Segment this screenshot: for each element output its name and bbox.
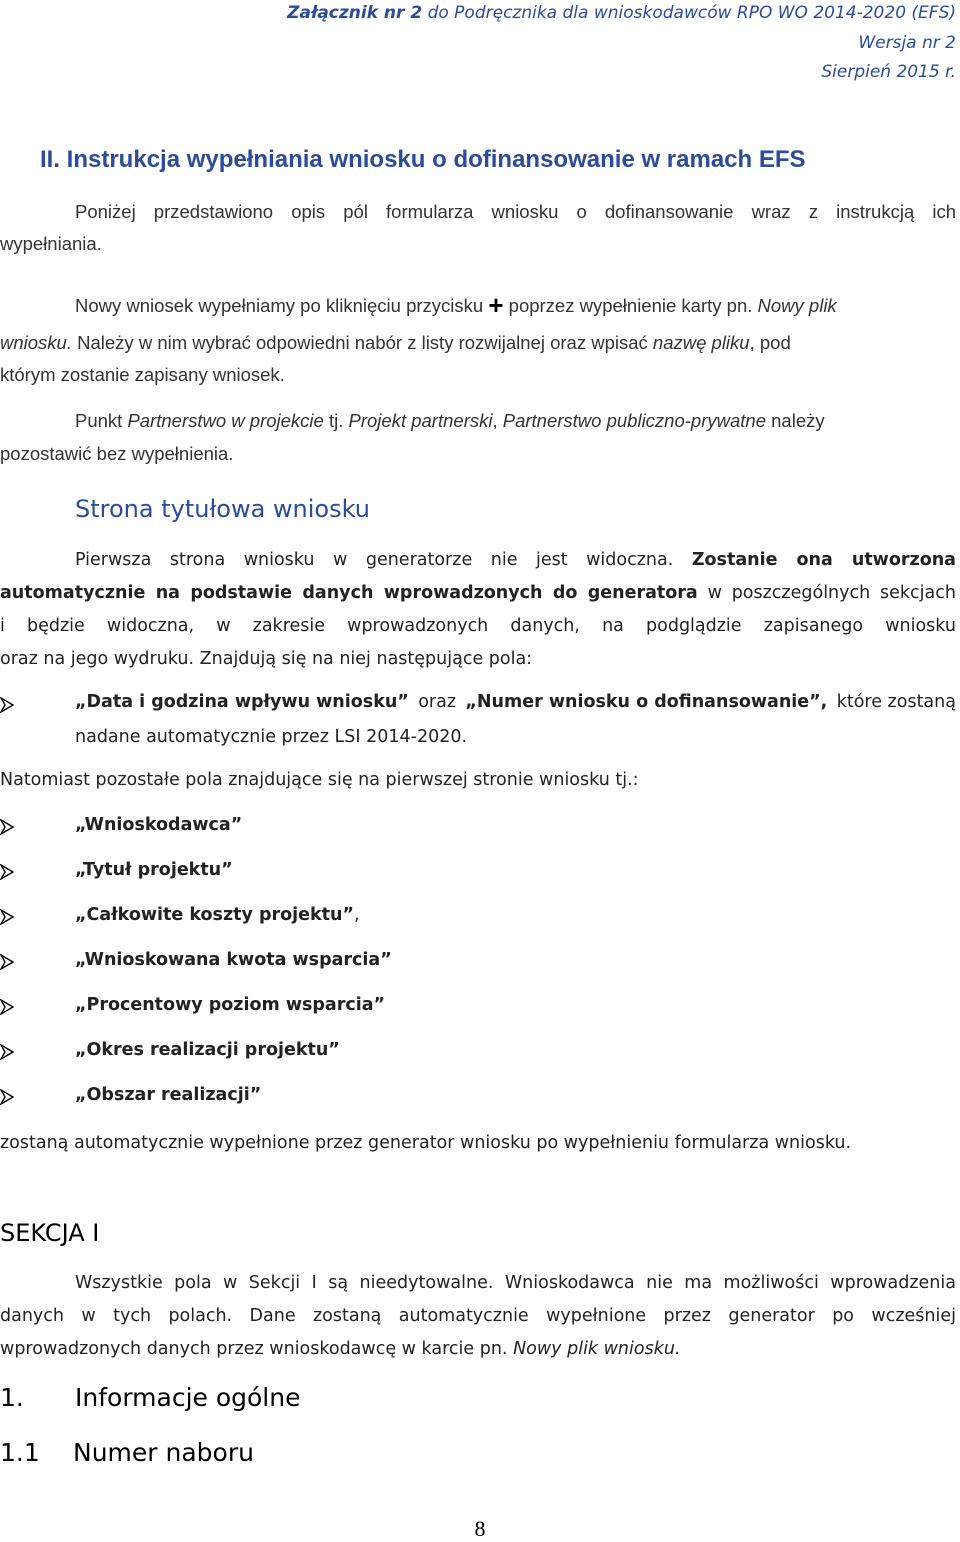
list-item: „Wnioskowana kwota wsparcia” [75,950,392,970]
punkt-line-2: pozostawić bez wypełnienia. [0,443,234,464]
heading-numer-naboru: 1.1 Numer naboru [0,1438,254,1467]
list-item: „Okres realizacji projektu” [75,1040,340,1060]
header-version: Wersja nr 2 [858,33,956,53]
bullet-arrow-icon [0,1089,14,1105]
sekcja-line-3: wprowadzonych danych przez wnioskodawcę w karcie pn. Nowy plik wniosku. [0,1339,681,1359]
sekcja-line-2: danych w tych polach. Dane zostaną automatycznie wypełnione przez generator po wcześniej [0,1306,956,1326]
nowy-line-3: którym zostanie zapisany wniosek. [0,364,285,385]
section-heading: II. Instrukcja wypełniania wniosku o dofinansowanie w ramach EFS [40,146,806,173]
list-item: „Obszar realizacji” [75,1085,262,1105]
intro-line-2: wypełniania. [0,233,102,254]
sekcja-heading: SEKCJA I [0,1219,100,1247]
bullet-first-line-1: „Data i godzina wpływu wniosku” oraz „Numer wniosku o dofinansowanie”, które zostaną [75,692,956,712]
list-item: „Procentowy poziom wsparcia” [75,995,386,1015]
list-item: „Wnioskodawca” [75,815,243,835]
intro-line-1: Poniżej przedstawiono opis pól formularza wniosku o dofinansowanie wraz z instrukcją ich [75,201,956,222]
plus-icon: + [488,290,504,320]
strona-line-2: automatycznie na podstawie danych wprowadzonych do generatora w poszczególnych sekcjach [0,583,956,603]
bullet-arrow-icon [0,697,14,713]
strona-line-3: i będzie widoczna, w zakresie wprowadzonych danych, na podglądzie zapisanego wniosku [0,616,956,636]
list-item: „Całkowite koszty projektu”, [75,905,360,925]
bullet-first-line-2: nadane automatycznie przez LSI 2014-2020. [75,727,468,747]
strona-title: Strona tytułowa wniosku [75,495,370,523]
bullet-arrow-icon [0,1044,14,1060]
nowy-line-1: Nowy wniosek wypełniamy po kliknięciu przycisku + poprzez wypełnienie karty pn. Nowy plik [75,290,837,320]
nowy-line-2: wniosku. Należy w nim wybrać odpowiedni nabór z listy rozwijalnej oraz wpisać nazwę pliku, pod [0,332,791,353]
strona-line-1: Pierwsza strona wniosku w generatorze nie jest widoczna. Zostanie ona utworzona [75,550,956,570]
punkt-line-1: Punkt Partnerstwo w projekcie tj. Projekt partnerski, Partnerstwo publiczno-prywatne należy [75,410,825,431]
annex-label: Załącznik nr 2 [287,3,423,23]
sekcja-line-1: Wszystkie pola w Sekcji I są nieedytowalne. Wnioskodawca nie ma możliwości wprowadzenia [75,1273,956,1293]
bullet-arrow-icon [0,954,14,970]
list-item: „Tytuł projektu” [75,860,233,880]
zostana-line: zostaną automatycznie wypełnione przez generator wniosku po wypełnieniu formularza wniosku. [0,1133,852,1153]
bullet-arrow-icon [0,909,14,925]
heading-informacje: 1. Informacje ogólne [0,1383,301,1412]
header-date: Sierpień 2015 r. [821,62,956,82]
annex-rest: do Podręcznika dla wnioskodawców RPO WO 2014-2020 (EFS) [422,3,956,23]
page-number: 8 [474,1516,486,1541]
strona-line-4: oraz na jego wydruku. Znajdują się na niej następujące pola: [0,649,533,669]
bullet-arrow-icon [0,864,14,880]
bullet-arrow-icon [0,999,14,1015]
bullet-arrow-icon [0,819,14,835]
natomiast-line: Natomiast pozostałe pola znajdujące się na pierwszej stronie wniosku tj.: [0,770,639,790]
header-line-1 [287,3,956,23]
